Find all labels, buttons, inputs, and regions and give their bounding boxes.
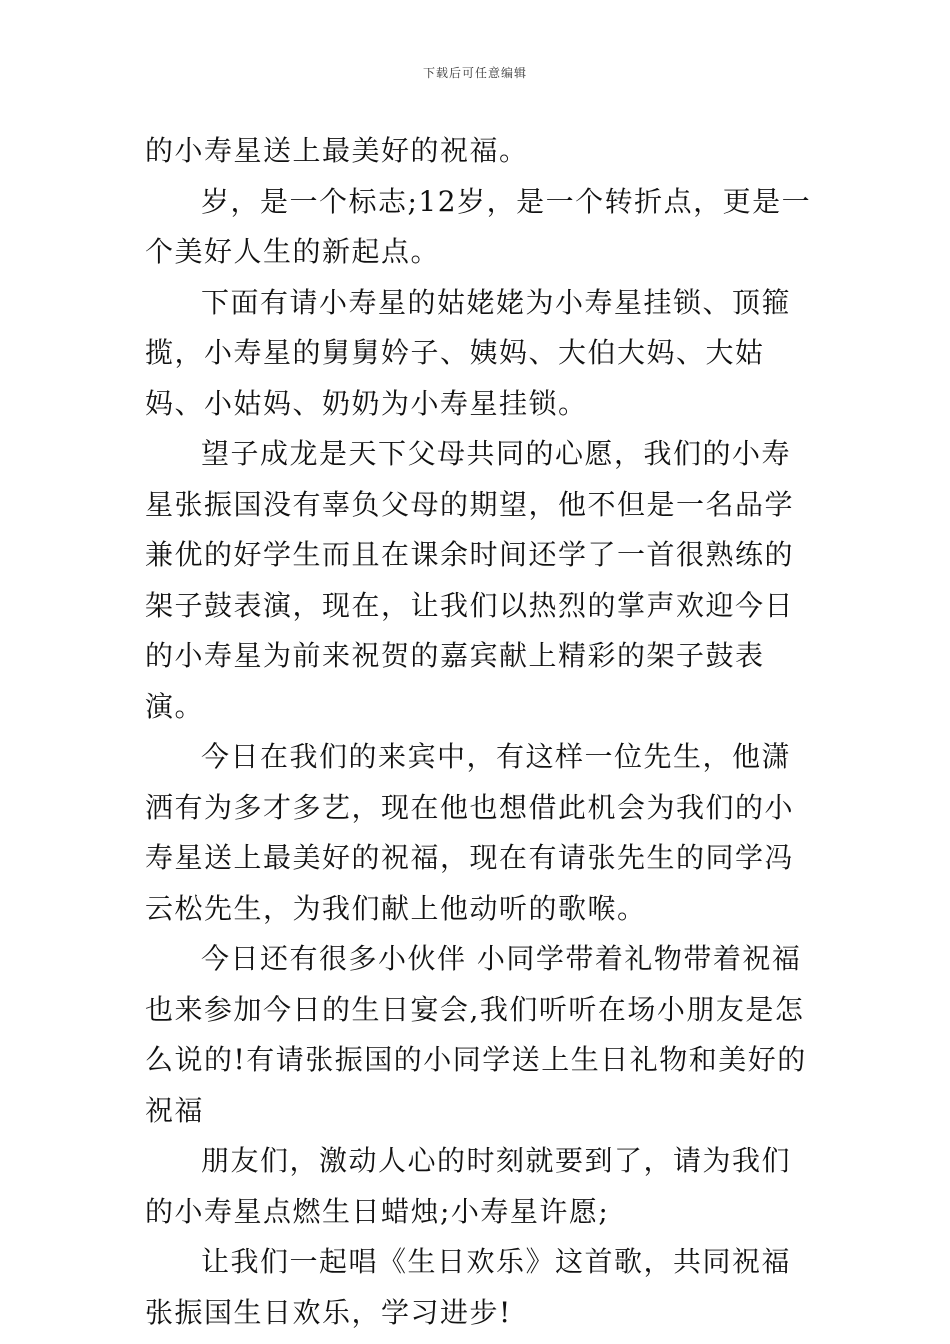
paragraph: 望子成龙是天下父母共同的心愿，我们的小寿星张振国没有辜负父母的期望，他不但是一名品学兼优的好学生而且在课余时间还学了一首很熟练的架子鼓表演，现在，让我们以热烈的掌声欢迎今日的小寿星为前来祝贺的嘉宾献上精彩的架子鼓表演。	[145, 437, 795, 723]
paragraph: 今日还有很多小伙伴 小同学带着礼物带着祝福也来参加今日的生日宴会,我们听听在场小朋友是怎么说的!有请张振国的小同学送上生日礼物和美好的祝福	[145, 942, 807, 1127]
paragraph: 今日在我们的来宾中，有这样一位先生，他潇洒有为多才多艺，现在他也想借此机会为我们的小寿星送上最美好的祝福，现在有请张先生的同学冯云松先生，为我们献上他动听的歌喉。	[145, 740, 795, 925]
paragraph: 的小寿星送上最美好的祝福。	[145, 134, 529, 167]
page-header-note: 下载后可任意编辑	[422, 66, 527, 80]
paragraph: 让我们一起唱《生日欢乐》这首歌，共同祝福张振国生日欢乐，学习进步!	[145, 1245, 792, 1329]
paragraph: 朋友们，激动人心的时刻就要到了，请为我们的小寿星点燃生日蜡烛;小寿星许愿;	[145, 1144, 792, 1228]
paragraph: 下面有请小寿星的姑姥姥为小寿星挂锁、顶箍揽，小寿星的舅舅妗子、姨妈、大伯大妈、大姑妈、小姑妈、奶奶为小寿星挂锁。	[145, 285, 792, 420]
paragraph: 岁，是一个标志;12岁，是一个转折点，更是一个美好人生的新起点。	[145, 184, 812, 268]
document-body	[145, 126, 813, 1338]
